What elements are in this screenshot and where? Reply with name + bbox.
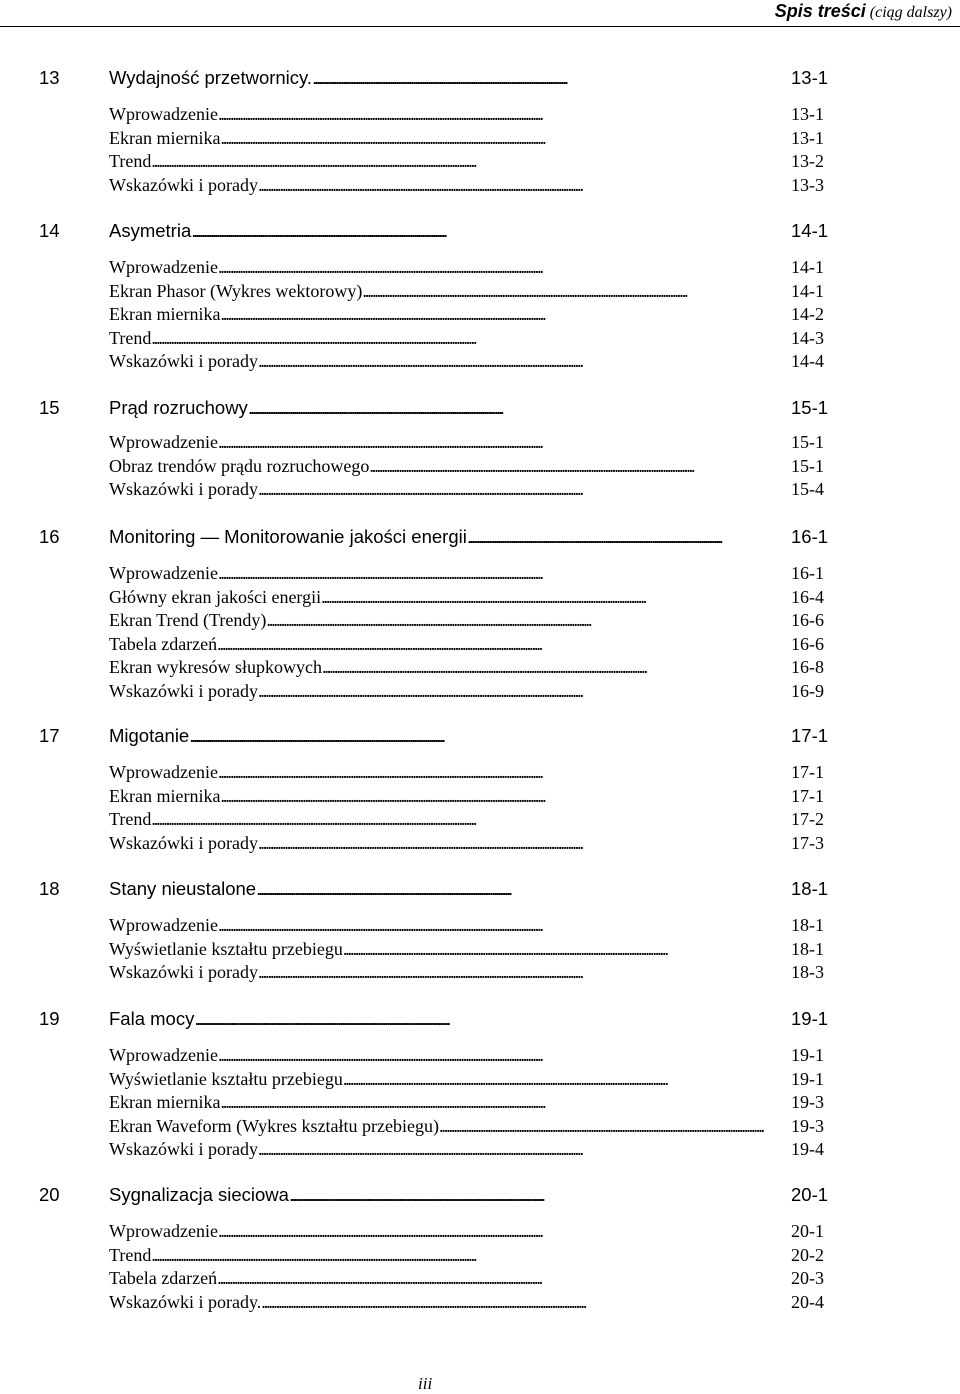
toc-chapter[interactable] — [0, 219, 960, 243]
toc-line — [109, 1221, 777, 1242]
dot-leader — [189, 725, 777, 747]
entry-title: Wprowadzenie — [109, 1044, 218, 1065]
chapter-page: 17-1 — [791, 725, 829, 746]
entry-title: Wyświetlanie kształtu przebiegu — [109, 938, 343, 959]
toc-line — [109, 281, 777, 302]
toc-line — [109, 397, 777, 419]
toc-line — [109, 563, 777, 584]
entry-page: 19-1 — [791, 1044, 824, 1065]
toc-line — [109, 351, 777, 372]
dot-leader — [151, 1245, 777, 1266]
entry-page: 16-9 — [791, 680, 824, 701]
entry-title: Wprowadzenie — [109, 103, 218, 124]
toc-line — [109, 67, 777, 89]
chapter-page: 13-1 — [791, 67, 829, 88]
page-number: iii — [418, 1374, 433, 1393]
toc-entry[interactable] — [0, 807, 960, 831]
dot-leader — [369, 456, 777, 477]
entry-title: Wprowadzenie — [109, 256, 218, 277]
toc-entry[interactable] — [0, 831, 960, 855]
toc-line — [109, 151, 777, 172]
toc-entry[interactable] — [0, 585, 960, 609]
toc-line — [109, 456, 777, 477]
toc-line — [109, 1245, 777, 1266]
toc-line — [109, 1008, 777, 1030]
toc-entry[interactable] — [0, 279, 960, 303]
chapter-page: 15-1 — [791, 397, 829, 418]
entry-page: 18-1 — [791, 938, 824, 959]
chapter-number: 16 — [39, 526, 60, 547]
chapter-page: 18-1 — [791, 878, 829, 899]
toc-line — [109, 762, 777, 783]
toc-entry[interactable] — [0, 1243, 960, 1267]
entry-page: 13-1 — [791, 127, 824, 148]
toc-entry[interactable] — [0, 608, 960, 632]
entry-title: Główny ekran jakości energii — [109, 586, 322, 607]
entry-page: 19-3 — [791, 1115, 824, 1136]
dot-leader — [191, 220, 777, 242]
dot-leader — [439, 1116, 777, 1137]
toc-line — [109, 1092, 777, 1113]
toc-line — [109, 833, 777, 854]
entry-title: Wyświetlanie kształtu przebiegu — [109, 1068, 343, 1089]
toc-chapter[interactable] — [0, 525, 960, 549]
toc-entry[interactable] — [0, 1219, 960, 1243]
toc-entry[interactable] — [0, 173, 960, 197]
dot-leader — [220, 1092, 777, 1113]
toc-entry[interactable] — [0, 760, 960, 784]
toc-entry[interactable] — [0, 913, 960, 937]
entry-page: 16-6 — [791, 609, 824, 630]
entry-title: Ekran miernika — [109, 1091, 221, 1112]
header-title: Spis treści — [774, 1, 866, 21]
dot-leader — [322, 657, 777, 678]
toc-line — [109, 220, 777, 242]
running-header — [0, 0, 960, 27]
toc-entry[interactable] — [0, 326, 960, 350]
entry-title: Wskazówki i porady — [109, 478, 258, 499]
entry-page: 14-2 — [791, 303, 824, 324]
toc-line — [109, 304, 777, 325]
toc-chapter[interactable] — [0, 1183, 960, 1207]
toc-line — [109, 809, 777, 830]
dot-leader — [218, 1045, 777, 1066]
toc-entry[interactable] — [0, 632, 960, 656]
entry-title: Wskazówki i porady — [109, 961, 258, 982]
entry-title: Trend — [109, 327, 152, 348]
toc-line — [109, 526, 777, 548]
dot-leader — [256, 878, 777, 900]
toc-line — [109, 1069, 777, 1090]
chapter-title: Prąd rozruchowy — [109, 397, 248, 418]
toc-line — [109, 257, 777, 278]
entry-page: 16-6 — [791, 633, 824, 654]
toc-entry[interactable] — [0, 149, 960, 173]
entry-title: Wskazówki i porady — [109, 174, 258, 195]
toc-line — [109, 610, 777, 631]
toc-entry[interactable] — [0, 1043, 960, 1067]
entry-title: Wprowadzenie — [109, 562, 218, 583]
entry-page: 17-1 — [791, 761, 824, 782]
toc-line — [109, 786, 777, 807]
entry-page: 15-1 — [791, 431, 824, 452]
entry-title: Ekran miernika — [109, 127, 221, 148]
chapter-number: 19 — [39, 1008, 60, 1029]
entry-page: 19-3 — [791, 1091, 824, 1112]
entry-title: Wprowadzenie — [109, 761, 218, 782]
toc-entry[interactable] — [0, 960, 960, 984]
entry-title: Ekran wykresów słupkowych — [109, 656, 322, 677]
dot-leader — [220, 786, 777, 807]
dot-leader — [258, 833, 777, 854]
dot-leader — [220, 304, 777, 325]
entry-page: 20-4 — [791, 1291, 824, 1312]
toc-entry[interactable] — [0, 102, 960, 126]
entry-title: Wprowadzenie — [109, 1220, 218, 1241]
entry-page: 18-1 — [791, 914, 824, 935]
toc-line — [109, 915, 777, 936]
toc-line — [109, 1184, 777, 1206]
header-subtitle: (ciąg dalszy) — [869, 4, 952, 21]
entry-page: 17-1 — [791, 785, 824, 806]
dot-leader — [258, 351, 777, 372]
toc-line — [109, 725, 777, 747]
dot-leader — [248, 397, 777, 419]
dot-leader — [218, 762, 777, 783]
toc-entry[interactable] — [0, 126, 960, 150]
entry-page: 17-2 — [791, 808, 824, 829]
entry-title: Tabela zdarzeń — [109, 633, 218, 654]
entry-page: 20-1 — [791, 1220, 824, 1241]
dot-leader — [217, 1268, 777, 1289]
toc-line — [109, 939, 777, 960]
toc-entry[interactable] — [0, 454, 960, 478]
entry-page: 13-2 — [791, 150, 824, 171]
dot-leader — [151, 328, 777, 349]
toc-line — [109, 878, 777, 900]
toc-line — [109, 432, 777, 453]
entry-title: Wskazówki i porady — [109, 350, 258, 371]
toc-chapter[interactable] — [0, 396, 960, 420]
toc-chapter[interactable] — [0, 66, 960, 90]
dot-leader — [151, 151, 777, 172]
dot-leader — [258, 479, 777, 500]
entry-page: 20-2 — [791, 1244, 824, 1265]
entry-title: Ekran miernika — [109, 785, 221, 806]
toc-entry[interactable] — [0, 655, 960, 679]
entry-page: 14-1 — [791, 280, 824, 301]
chapter-title: Asymetria — [109, 220, 192, 241]
toc-line — [109, 657, 777, 678]
toc-line — [109, 104, 777, 125]
chapter-title: Wydajność przetwornicy. — [109, 67, 313, 88]
entry-page: 15-4 — [791, 478, 824, 499]
dot-leader — [218, 104, 777, 125]
entry-title: Ekran Waveform (Wykres kształtu przebiegu) — [109, 1115, 440, 1136]
toc-entry[interactable] — [0, 784, 960, 808]
toc-entry[interactable] — [0, 1266, 960, 1290]
dot-leader — [151, 809, 777, 830]
toc-entry[interactable] — [0, 679, 960, 703]
entry-title: Tabela zdarzeń — [109, 1267, 218, 1288]
toc-line — [109, 634, 777, 655]
toc-entry[interactable] — [0, 937, 960, 961]
dot-leader — [218, 432, 777, 453]
dot-leader — [218, 563, 777, 584]
toc-entry[interactable] — [0, 349, 960, 373]
toc-entry[interactable] — [0, 561, 960, 585]
entry-page: 18-3 — [791, 961, 824, 982]
chapter-page: 19-1 — [791, 1008, 829, 1029]
dot-leader — [362, 281, 777, 302]
toc-chapter[interactable] — [0, 877, 960, 901]
toc-entry[interactable] — [0, 1090, 960, 1114]
entry-page: 14-3 — [791, 327, 824, 348]
chapter-page: 20-1 — [791, 1184, 829, 1205]
dot-leader — [312, 67, 777, 89]
toc-line — [109, 175, 777, 196]
dot-leader — [289, 1184, 777, 1206]
entry-title: Trend — [109, 150, 152, 171]
chapter-number: 17 — [39, 725, 60, 746]
entry-page: 16-1 — [791, 562, 824, 583]
chapter-page: 16-1 — [791, 526, 829, 547]
entry-page: 13-3 — [791, 174, 824, 195]
dot-leader — [258, 1139, 777, 1160]
dot-leader — [321, 587, 777, 608]
dot-leader — [218, 915, 777, 936]
toc-entry[interactable] — [0, 1067, 960, 1091]
toc-line — [109, 1139, 777, 1160]
entry-title: Ekran miernika — [109, 303, 221, 324]
toc-line — [109, 1116, 777, 1137]
dot-leader — [217, 634, 777, 655]
dot-leader — [258, 962, 777, 983]
chapter-title: Stany nieustalone — [109, 878, 257, 899]
toc-line — [109, 128, 777, 149]
entry-title: Trend — [109, 808, 152, 829]
dot-leader — [261, 1292, 777, 1313]
toc-line — [109, 1292, 777, 1313]
dot-leader — [343, 939, 777, 960]
entry-page: 13-1 — [791, 103, 824, 124]
dot-leader — [343, 1069, 777, 1090]
toc-chapter[interactable] — [0, 724, 960, 748]
entry-page: 14-4 — [791, 350, 824, 371]
toc-line — [109, 587, 777, 608]
dot-leader — [218, 1221, 777, 1242]
entry-page: 19-4 — [791, 1138, 824, 1159]
chapter-title: Migotanie — [109, 725, 190, 746]
toc-line — [109, 328, 777, 349]
toc-chapter[interactable] — [0, 1007, 960, 1031]
dot-leader — [194, 1008, 777, 1030]
toc-line — [109, 962, 777, 983]
chapter-page: 14-1 — [791, 220, 829, 241]
toc-line — [109, 479, 777, 500]
chapter-number: 18 — [39, 878, 60, 899]
entry-page: 16-8 — [791, 656, 824, 677]
dot-leader — [220, 128, 777, 149]
chapter-number: 20 — [39, 1184, 60, 1205]
chapter-number: 15 — [39, 397, 60, 418]
entry-title: Wskazówki i porady — [109, 1138, 258, 1159]
toc-line — [109, 681, 777, 702]
toc-line — [109, 1268, 777, 1289]
toc-entry[interactable] — [0, 302, 960, 326]
toc-entry[interactable] — [0, 1290, 960, 1314]
chapter-title: Monitoring — Monitorowanie jakości energii — [109, 526, 467, 547]
dot-leader — [266, 610, 777, 631]
entry-page: 19-1 — [791, 1068, 824, 1089]
entry-page: 15-1 — [791, 455, 824, 476]
dot-leader — [258, 175, 777, 196]
dot-leader — [218, 257, 777, 278]
chapter-title: Sygnalizacja sieciowa — [109, 1184, 289, 1205]
entry-title: Trend — [109, 1244, 152, 1265]
entry-title: Obraz trendów prądu rozruchowego — [109, 455, 370, 476]
dot-leader — [467, 526, 777, 548]
entry-page: 16-4 — [791, 586, 824, 607]
entry-title: Wskazówki i porady — [109, 680, 258, 701]
chapter-number: 14 — [39, 220, 60, 241]
dot-leader — [258, 681, 777, 702]
header-text — [775, 0, 952, 22]
entry-title: Wprowadzenie — [109, 431, 218, 452]
toc-entry[interactable] — [0, 477, 960, 501]
toc-entry[interactable] — [0, 430, 960, 454]
toc-entry[interactable] — [0, 255, 960, 279]
entry-title: Ekran Phasor (Wykres wektorowy) — [109, 280, 363, 301]
entry-title: Wskazówki i porady. — [109, 1291, 262, 1312]
entry-title: Ekran Trend (Trendy) — [109, 609, 267, 630]
entry-page: 14-1 — [791, 256, 824, 277]
toc-entry[interactable] — [0, 1137, 960, 1161]
toc-entry[interactable] — [0, 1114, 960, 1138]
entry-page: 20-3 — [791, 1267, 824, 1288]
entry-title: Wprowadzenie — [109, 914, 218, 935]
chapter-number: 13 — [39, 67, 60, 88]
toc-line — [109, 1045, 777, 1066]
chapter-title: Fala mocy — [109, 1008, 195, 1029]
entry-title: Wskazówki i porady — [109, 832, 258, 853]
entry-page: 17-3 — [791, 832, 824, 853]
